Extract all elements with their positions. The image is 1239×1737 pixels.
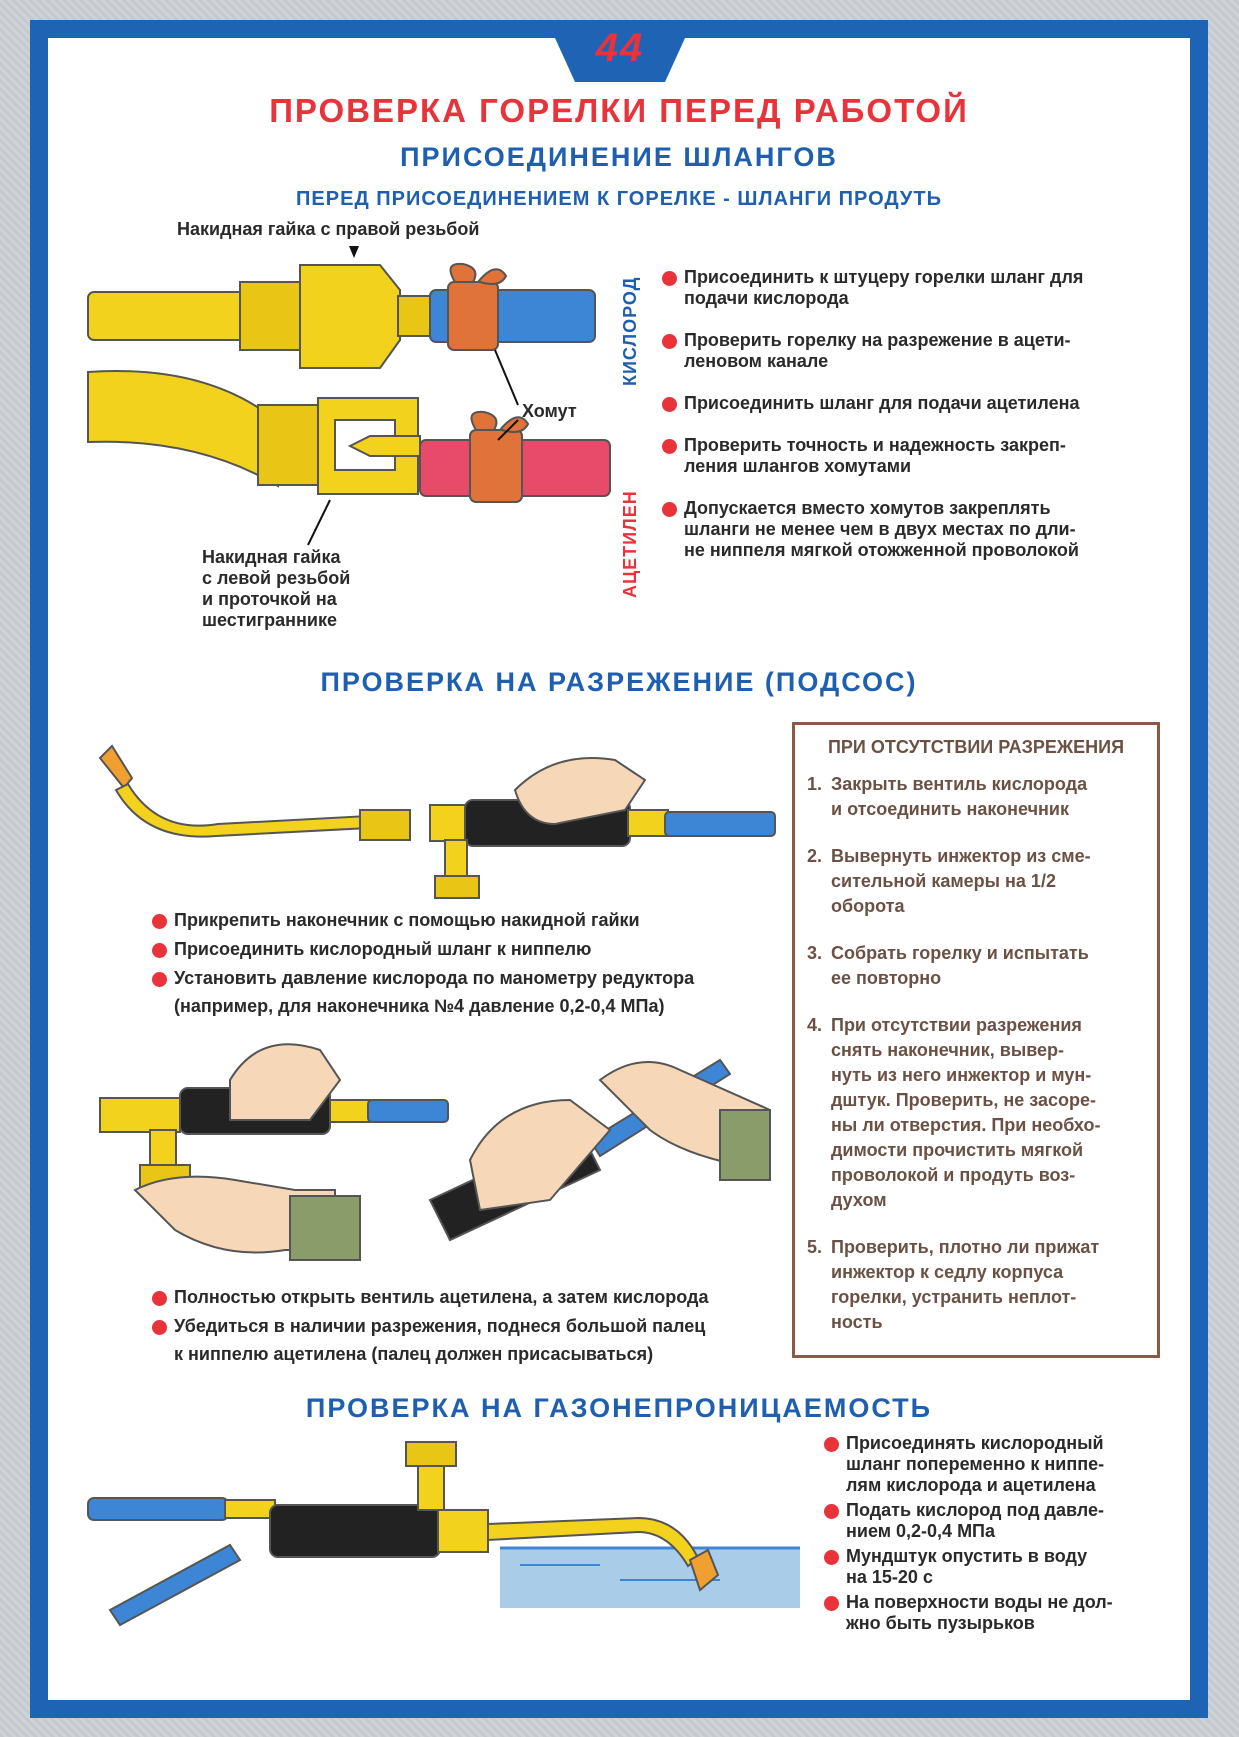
step-item: 2. Вывернуть инжектор из сме- сительной камеры на 1/2 оборота — [807, 846, 1091, 916]
label-left-nut-line: Накидная гайка — [202, 547, 341, 567]
bullet-icon — [824, 1437, 839, 1452]
list-item: Прикрепить наконечник с помощью накидной гайки — [152, 910, 772, 931]
list-item: Подать кислород под давле- нием 0,2-0,4 МПа — [824, 1500, 1184, 1542]
list-item: На поверхности воды не дол- жно быть пузырьков — [824, 1592, 1184, 1634]
list-item: Допускается вместо хомутов закреплять шланги не менее чем в двух местах по дли- не ниппеля мягкой отожженной проволокой — [662, 498, 1162, 561]
page-number: 44 — [595, 26, 645, 70]
list-item: Проверить точность и надежность закреп- ления шлангов хомутами — [662, 435, 1162, 477]
label-oxygen: КИСЛОРОД — [620, 276, 640, 386]
list-item: Присоединить кислородный шланг к ниппелю — [152, 939, 772, 960]
list-item: Мундштук опустить в воду на 15-20 с — [824, 1546, 1184, 1588]
box-title: ПРИ ОТСУТСТВИИ РАЗРЕЖЕНИЯ — [827, 737, 1125, 757]
step-item: 4. При отсутствии разрежения снять наконечник, вывер- нуть из него инжектор и мун- дштук. Проверить, не засоре- ны ли отверстия. При необхо- димости прочистить мягкой проволокой и продуть воз- духом — [807, 1015, 1101, 1210]
label-left-nut-line: и проточкой на — [202, 589, 337, 609]
list-item: Присоединить шланг для подачи ацетилена — [662, 393, 1162, 414]
bullet-icon — [824, 1550, 839, 1565]
label-left-nut-line: шестиграннике — [202, 610, 337, 630]
section1-heading: ПРИСОЕДИНЕНИЕ ШЛАНГОВ — [400, 142, 838, 172]
label-right-thread-nut: Накидная гайка с правой резьбой — [177, 219, 480, 239]
list-item: Полностью открыть вентиль ацетилена, а затем кислорода — [152, 1287, 772, 1308]
bullet-icon — [824, 1596, 839, 1611]
list-item: Проверить горелку на разрежение в ацети- леновом канале — [662, 330, 1162, 372]
step-item: 3. Собрать горелку и испытать ее повторно — [807, 943, 1089, 988]
step-item: 1. Закрыть вентиль кислорода и отсоединить наконечник — [807, 774, 1088, 819]
label-clamp: Хомут — [522, 401, 577, 421]
label-left-nut-line: с левой резьбой — [202, 568, 351, 588]
step-item: 5. Проверить, плотно ли прижат инжектор к седлу корпуса горелки, устранить неплот- ность — [807, 1237, 1100, 1332]
list-item: Присоединить к штуцеру горелки шланг для подачи кислорода — [662, 267, 1162, 309]
list-item: Установить давление кислорода по манометру редуктора (например, для наконечника №4 давление 0,2-0,4 МПа) — [152, 968, 772, 1017]
label-acetylene: АЦЕТИЛЕН — [620, 490, 640, 598]
section3-heading: ПРОВЕРКА НА ГАЗОНЕПРОНИЦАЕМОСТЬ — [305, 1393, 933, 1423]
list-item: Убедиться в наличии разрежения, поднеся большой палец к ниппелю ацетилена (палец должен присасываться) — [152, 1316, 772, 1365]
list-item: Присоединять кислородный шланг попеременно к ниппе- лям кислорода и ацетилена — [824, 1433, 1184, 1496]
section2-heading: ПРОВЕРКА НА РАЗРЕЖЕНИЕ (ПОДСОС) — [320, 667, 918, 697]
bullet-icon — [824, 1504, 839, 1519]
section3-list — [824, 1433, 1184, 1634]
section1-subheading: ПЕРЕД ПРИСОЕДИНЕНИЕМ К ГОРЕЛКЕ - ШЛАНГИ ПРОДУТЬ — [296, 188, 942, 210]
page-title: ПРОВЕРКА ГОРЕЛКИ ПЕРЕД РАБОТОЙ — [269, 92, 969, 129]
